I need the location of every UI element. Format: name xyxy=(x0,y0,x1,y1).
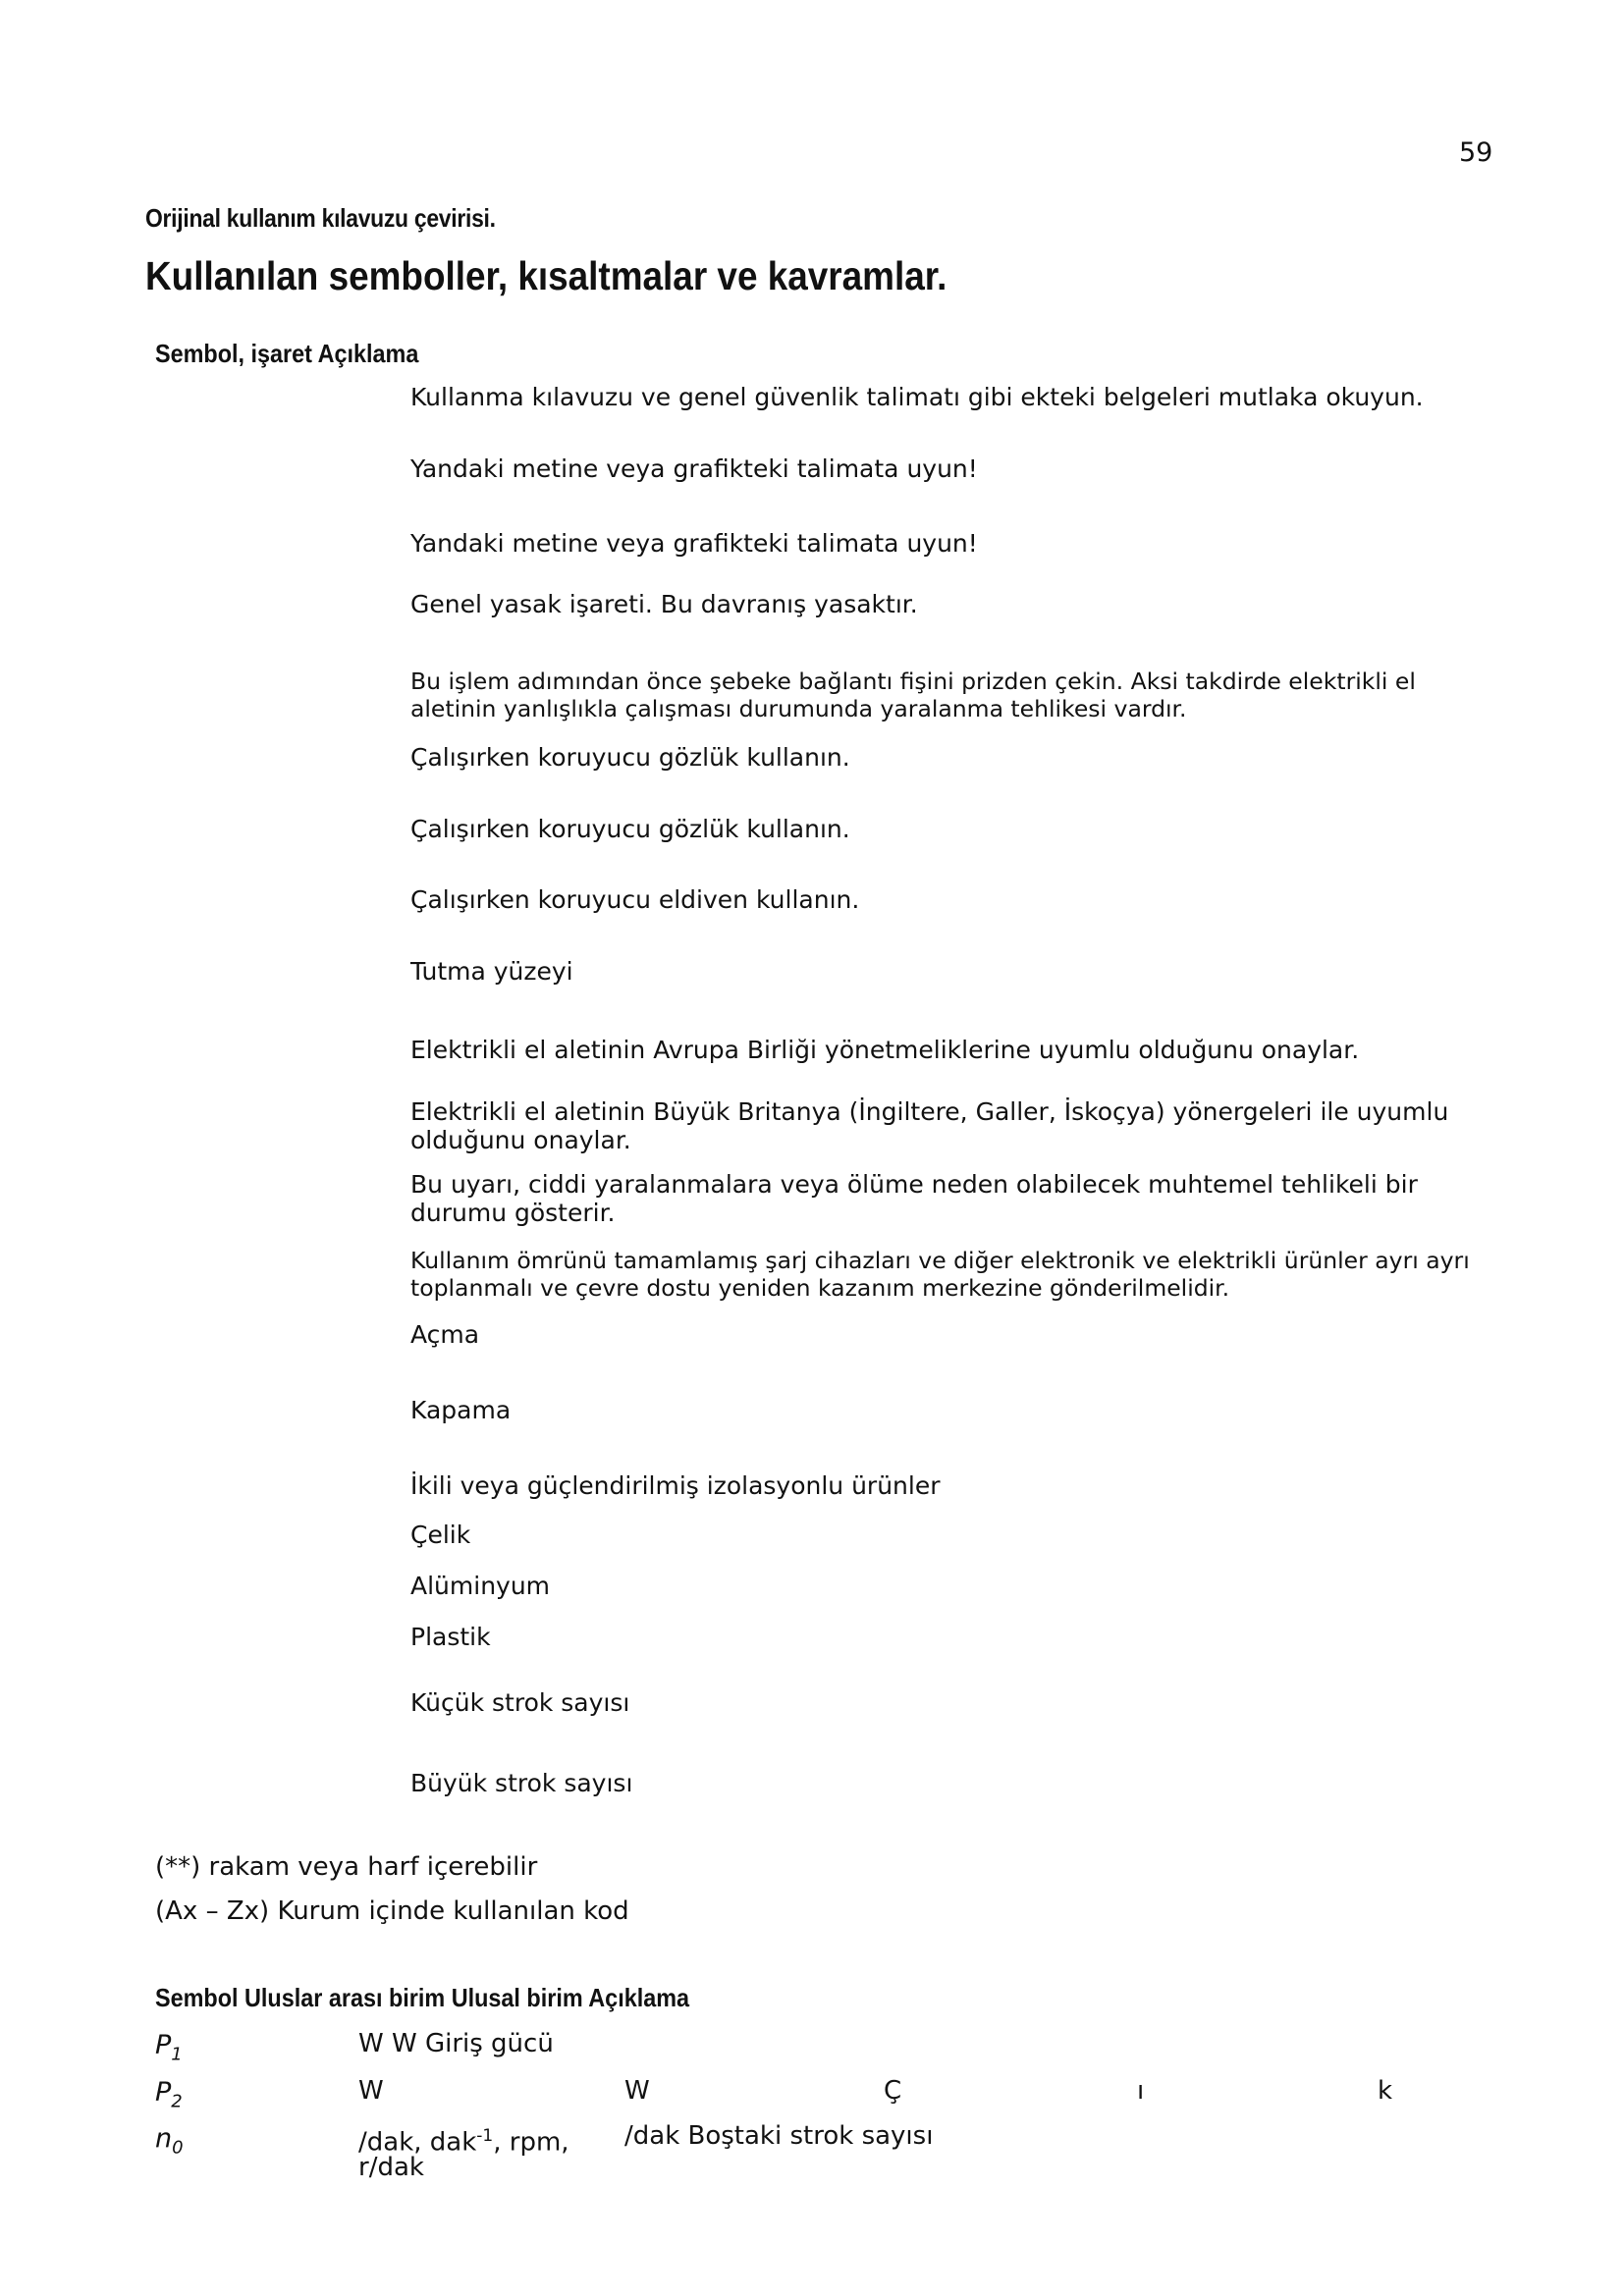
symbol-description: Çalışırken koruyucu eldiven kullanın. xyxy=(410,885,860,914)
note: (**) rakam veya harf içerebilir xyxy=(155,1852,538,1882)
unit-cell: ı xyxy=(1137,2076,1145,2106)
symbol-description: Kapama xyxy=(410,1396,512,1424)
symbol-description: Küçük strok sayısı xyxy=(410,1688,630,1717)
document-subtitle: Orijinal kullanım kılavuzu çevirisi. xyxy=(145,203,496,233)
symbol-description: Çelik xyxy=(410,1521,471,1549)
symbol-description: Alüminyum xyxy=(410,1572,551,1600)
symbol-description: Kullanım ömrünü tamamlamış şarj cihazları ve diğer elektronik ve elektrikli ürünler ayrı ayrı toplanmalı ve çevre dostu yeniden kazanım merkezine gönderilmelidir. xyxy=(410,1247,1470,1302)
international-unit-cont: r/dak xyxy=(358,2153,424,2182)
unit-cell: W xyxy=(358,2076,384,2106)
symbol-description: İkili veya güçlendirilmiş izolasyonlu ürünler xyxy=(410,1471,941,1500)
symbol-description: Bu uyarı, ciddi yaralanmalara veya ölüme neden olabilecek muhtemel tehlikeli bir durumu gösterir. xyxy=(410,1170,1418,1227)
symbol-description: Bu işlem adımından önce şebeke bağlantı fişini prizden çekin. Aksi takdirde elektrikli el aletinin yanlışlıkla çalışması durumunda yaralanma tehlikesi vardır. xyxy=(410,667,1416,722)
symbol-description: Yandaki metine veya grafikteki talimata uyun! xyxy=(410,529,978,558)
symbol-description: Elektrikli el aletinin Avrupa Birliği yönetmeliklerine uyumlu olduğunu onaylar. xyxy=(410,1036,1360,1064)
note: (Ax – Zx) Kurum içinde kullanılan kod xyxy=(155,1896,629,1926)
symbol-description: Plastik xyxy=(410,1623,491,1651)
symbol-description: Çalışırken koruyucu gözlük kullanın. xyxy=(410,743,850,772)
unit-cell: W xyxy=(624,2076,650,2106)
units-table-header: Sembol Uluslar arası birim Ulusal birim Açıklama xyxy=(155,1983,690,2012)
symbols-table-header: Sembol, işaret Açıklama xyxy=(155,339,419,368)
unit-symbol: $P_2$ xyxy=(155,2077,183,2112)
unit-cell: Ç xyxy=(884,2076,902,2106)
symbol-description: Büyük strok sayısı xyxy=(410,1769,633,1797)
unit-symbol: $n_0$ xyxy=(155,2123,184,2159)
page-title: Kullanılan semboller, kısaltmalar ve kavramlar. xyxy=(145,253,947,298)
unit-row-text: W W Giriş gücü xyxy=(358,2029,554,2058)
symbol-description: Yandaki metine veya grafikteki talimata uyun! xyxy=(410,454,978,483)
page-number: 59 xyxy=(1459,137,1493,168)
international-unit: /dak, dak$^{-1}$, rpm, xyxy=(358,2126,569,2158)
symbol-description: Genel yasak işareti. Bu davranış yasaktır. xyxy=(410,590,918,618)
symbol-description: Elektrikli el aletinin Büyük Britanya (İngiltere, Galler, İskoçya) yönergeleri ile uyumlu olduğunu onaylar. xyxy=(410,1097,1449,1154)
symbol-description: Çalışırken koruyucu gözlük kullanın. xyxy=(410,815,850,843)
unit-row-text: /dak Boştaki strok sayısı xyxy=(624,2121,934,2151)
unit-symbol: $P_1$ xyxy=(155,2030,183,2065)
symbol-description: Açma xyxy=(410,1320,480,1349)
symbol-description: Kullanma kılavuzu ve genel güvenlik talimatı gibi ekteki belgeleri mutlaka okuyun. xyxy=(410,383,1424,411)
symbol-description: Tutma yüzeyi xyxy=(410,957,573,986)
unit-cell: k xyxy=(1378,2076,1393,2106)
